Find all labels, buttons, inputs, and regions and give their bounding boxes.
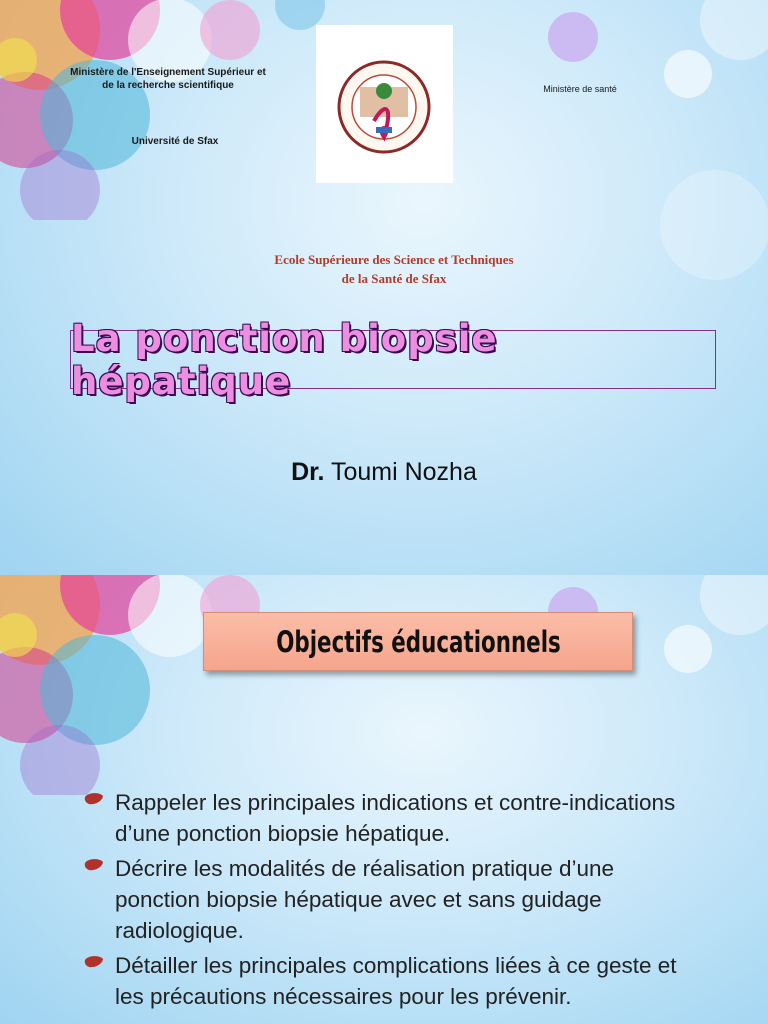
- decorative-bubble: [700, 575, 768, 635]
- decorative-watercolor: [0, 0, 360, 220]
- list-item: [84, 950, 684, 1012]
- decorative-bubble: [700, 0, 768, 60]
- university-seal-icon: [316, 25, 453, 183]
- author-prefix: Dr.: [291, 458, 325, 486]
- list-item: [84, 787, 684, 849]
- ministry-left-label: Ministère de l'Enseignement Supérieur et de la recherche scientifique: [70, 67, 266, 91]
- decorative-bubble: [664, 625, 712, 673]
- objectives-slide: [0, 575, 768, 1024]
- objectives-heading: Objectifs éducationnels: [275, 624, 561, 659]
- decorative-bubble: [664, 50, 712, 98]
- university-seal-logo: [316, 25, 453, 183]
- objective-text: Décrire les modalités de réalisation pratique d’une ponction biopsie hépatique avec et sans guidage radiologique.: [115, 856, 615, 943]
- decorative-bubble: [660, 170, 768, 280]
- school-name: [200, 250, 588, 288]
- university-label: Université de Sfax: [131, 136, 219, 147]
- ministry-right-label: Ministère de santé: [543, 84, 617, 94]
- school-name-line1: Ecole Supérieure des Science et Techniques: [274, 252, 514, 267]
- list-item: [84, 853, 684, 946]
- liver-icon: [84, 858, 104, 872]
- author-name: Toumi Nozha: [330, 458, 477, 486]
- liver-icon: [84, 792, 104, 806]
- objective-text: Détailler les principales complications liées à ce geste et les précautions nécessaires pour les prévenir.: [115, 953, 677, 1009]
- school-name-line2: de la Santé de Sfax: [341, 271, 447, 286]
- presentation-title: La ponction biopsie hépatique: [71, 316, 498, 403]
- objectives-list: [84, 787, 684, 1016]
- objective-text: Rappeler les principales indications et contre-indications d’une ponction biopsie hépatique.: [115, 790, 676, 846]
- objectives-heading-box: [203, 612, 633, 671]
- liver-icon: [84, 955, 104, 969]
- decorative-watercolor: [0, 575, 360, 795]
- presentation-title-box: [70, 316, 716, 403]
- author: [0, 458, 768, 487]
- decorative-bubble: [548, 12, 598, 62]
